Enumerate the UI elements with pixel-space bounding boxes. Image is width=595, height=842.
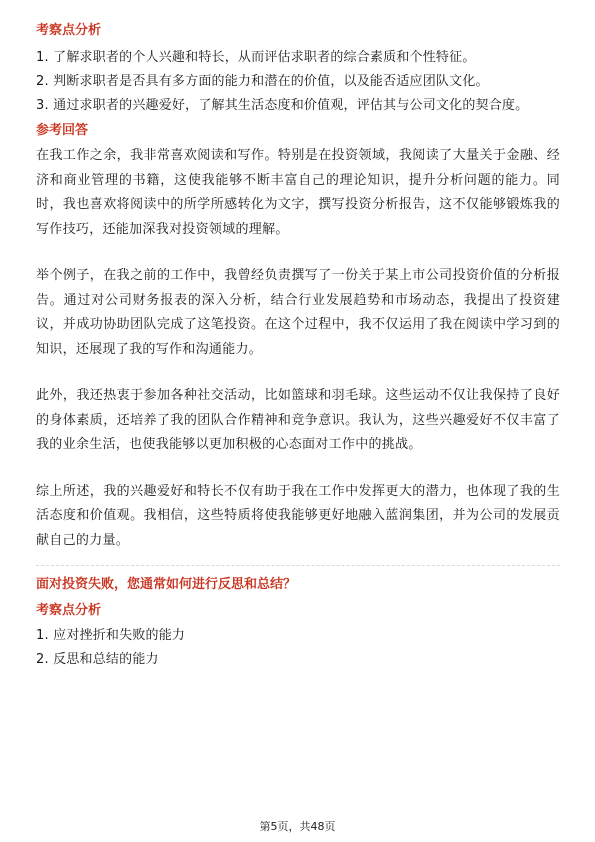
page-number: 第5页，共48页: [259, 820, 336, 833]
question-title: 面对投资失败，您通常如何进行反思和总结？: [36, 577, 297, 592]
section-heading-answer: 参考回答: [36, 123, 89, 138]
document-page: [36, 22, 560, 672]
analysis-item-2: 2. 判断求职者是否具有多方面的能力和潜在的价值，以及能否适应团队文化。: [36, 74, 489, 89]
section-divider: [36, 565, 560, 566]
answer-paragraph-4: 综上所述，我的兴趣爱好和特长不仅有助于我在工作中发挥更大的潜力，也体现了我的生活态度和价值观。我相信，这些特质将使我能够更好地融入蓝润集团，并为公司的发展贡献自己的力量。: [36, 483, 560, 548]
answer-paragraph-1: 在我工作之余，我非常喜欢阅读和写作。特别是在投资领域，我阅读了大量关于金融、经济和商业管理的书籍，这使我能够不断丰富自己的理论知识，提升分析问题的能力。同时，我也喜欢将阅读中的所学所感转化为文字，撰写投资分析报告，这不仅能够锻炼我的写作技巧，还能加深我对投资领域的理解。: [36, 148, 560, 237]
section-heading-analysis-2: 考察点分析: [36, 603, 102, 618]
answer-paragraph-3: 此外，我还热衷于参加各种社交活动，比如篮球和羽毛球。这些运动不仅让我保持了良好的身体素质，还培养了我的团队合作精神和竞争意识。我认为，这些兴趣爱好不仅丰富了我的业余生活，也使我能够以更加积极的心态面对工作中的挑战。: [36, 388, 560, 452]
section-heading-analysis: 考察点分析: [36, 23, 102, 38]
answer-paragraph-2: 举个例子，在我之前的工作中，我曾经负责撰写了一份关于某上市公司投资价值的分析报告。通过对公司财务报表的深入分析，结合行业发展趋势和市场动态，我提出了投资建议，并成功协助团队完成了这笔投资。在这个过程中，我不仅运用了我在阅读中学习到的知识，还展现了我的写作和沟通能力。: [36, 268, 560, 357]
analysis-item-3: 3. 通过求职者的兴趣爱好，了解其生活态度和价值观，评估其与公司文化的契合度。: [36, 98, 529, 113]
analysis2-item-2: 2. 反思和总结的能力: [36, 652, 159, 667]
analysis2-item-1: 1. 应对挫折和失败的能力: [36, 628, 186, 643]
analysis-item-1: 1. 了解求职者的个人兴趣和特长，从而评估求职者的综合素质和个性特征。: [36, 50, 476, 65]
